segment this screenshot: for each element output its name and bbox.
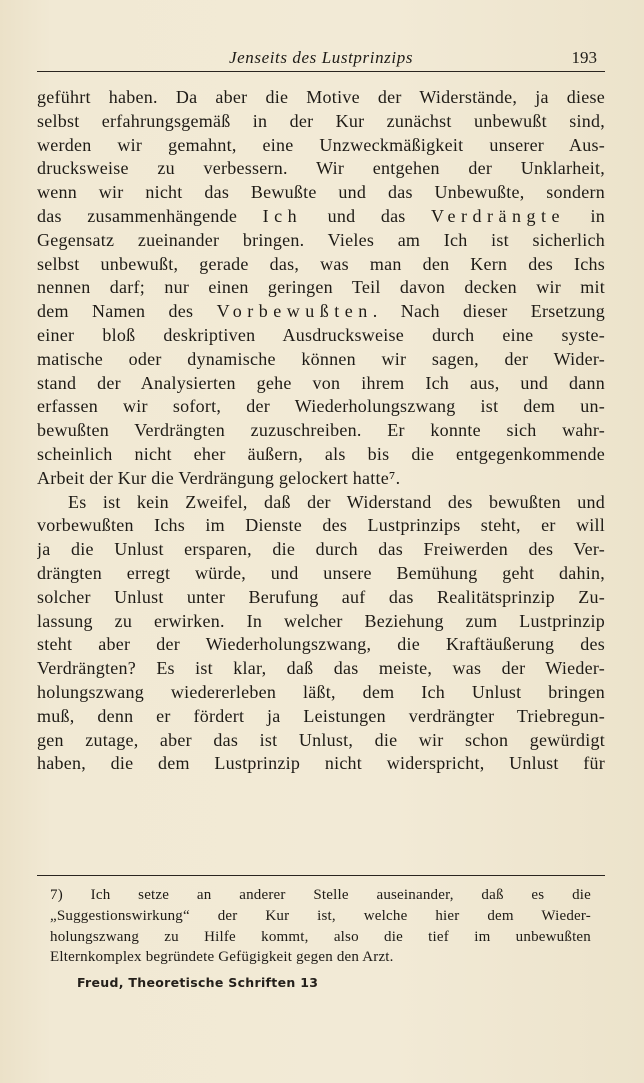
text-line: selbst erfahrungsgemäß in der Kur zunächst unbewußt sind, — [37, 110, 605, 131]
footnote-line: „Suggestionswirkung“ der Kur ist, welche hier dem Wieder- — [50, 907, 591, 924]
text-line: scheinlich nicht eher äußern, als bis die entgegenkommende — [37, 443, 605, 464]
header-rule — [37, 71, 605, 72]
signature-mark: Freud, Theoretische Schriften 13 — [77, 975, 319, 990]
footnote-line: 7) Ich setze an anderer Stelle auseinander, daß es die — [50, 887, 591, 903]
emphasized-word: Vorbewußten — [216, 301, 373, 322]
text-line: selbst unbewußt, gerade das, was man den Kern des Ichs — [37, 253, 605, 274]
text-line: haben, die dem Lustprinzip nicht widerspricht, Unlust für — [37, 753, 605, 774]
text-line: gen zutage, aber das ist Unlust, die wir schon gewürdigt — [37, 729, 605, 750]
body-text — [37, 86, 605, 776]
text-line: erfassen wir sofort, der Wiederholungszwang ist dem un- — [37, 396, 605, 417]
running-title: Jenseits des Lustprinzips — [228, 48, 414, 67]
footnote-rule — [37, 875, 605, 876]
text-line: steht aber der Wiederholungszwang, die Kraftäußerung des — [37, 634, 605, 655]
text-line: stand der Analysierten gehe von ihrem Ich aus, und dann — [37, 372, 605, 393]
text-line: Es ist kein Zweifel, daß der Widerstand des bewußten und — [68, 491, 605, 512]
text-line: nennen darf; nur einen geringen Teil davon decken wir mit — [37, 277, 605, 298]
text-line: solcher Unlust unter Berufung auf das Realitätsprinzip Zu- — [37, 586, 605, 607]
text-line: dem Namen des Vorbewußten. Nach dieser Ersetzung — [37, 301, 605, 322]
text-line: lassung zu erwirken. In welcher Beziehung zum Lustprinzip — [37, 610, 605, 631]
emphasized-word: Ich — [262, 205, 303, 226]
footnote-line: holungszwang zu Hilfe kommt, also die tief im unbewußten — [50, 928, 591, 945]
text-line: vorbewußten Ichs im Dienste des Lustprinzips steht, er will — [37, 515, 605, 536]
text-line: wenn wir nicht das Bewußte und das Unbewußte, sondern — [37, 182, 605, 203]
text-line: bewußten Verdrängten zuzuschreiben. Er konnte sich wahr- — [37, 420, 605, 441]
text-line: Gegensatz zueinander bringen. Vieles am Ich ist sicherlich — [37, 229, 605, 250]
text-line: ja die Unlust ersparen, die durch das Freiwerden des Ver- — [37, 539, 605, 560]
text-line: einer bloß deskriptiven Ausdrucksweise durch eine syste- — [37, 324, 605, 345]
text-line: Arbeit der Kur die Verdrängung gelockert hatte⁷. — [37, 467, 401, 488]
text-line: muß, denn er fördert ja Leistungen verdrängter Triebregun- — [37, 705, 605, 726]
text-line: werden wir gemahnt, eine Unzweckmäßigkeit unserer Aus- — [37, 134, 605, 155]
text-line: matische oder dynamische können wir sagen, der Wider- — [37, 348, 605, 369]
text-line: Verdrängten? Es ist klar, daß das meiste, was der Wieder- — [37, 658, 605, 679]
text-line: geführt haben. Da aber die Motive der Widerstände, ja diese — [37, 87, 605, 107]
emphasized-word: Verdrängte — [431, 205, 566, 226]
text-line: holungszwang wiedererleben läßt, dem Ich Unlust bringen — [37, 681, 605, 702]
page-header — [37, 48, 605, 70]
text-line: drucksweise zu verbessern. Wir entgehen der Unklarheit, — [37, 158, 605, 179]
text-line: das zusammenhängende Ich und das Verdrängte in — [37, 205, 605, 226]
page-number: 193 — [571, 48, 597, 67]
footnote — [50, 885, 591, 968]
text-line: drängten erregt würde, und unsere Bemühung geht dahin, — [37, 562, 605, 583]
footnote-line: Elternkomplex begründete Gefügigkeit gegen den Arzt. — [50, 949, 394, 966]
